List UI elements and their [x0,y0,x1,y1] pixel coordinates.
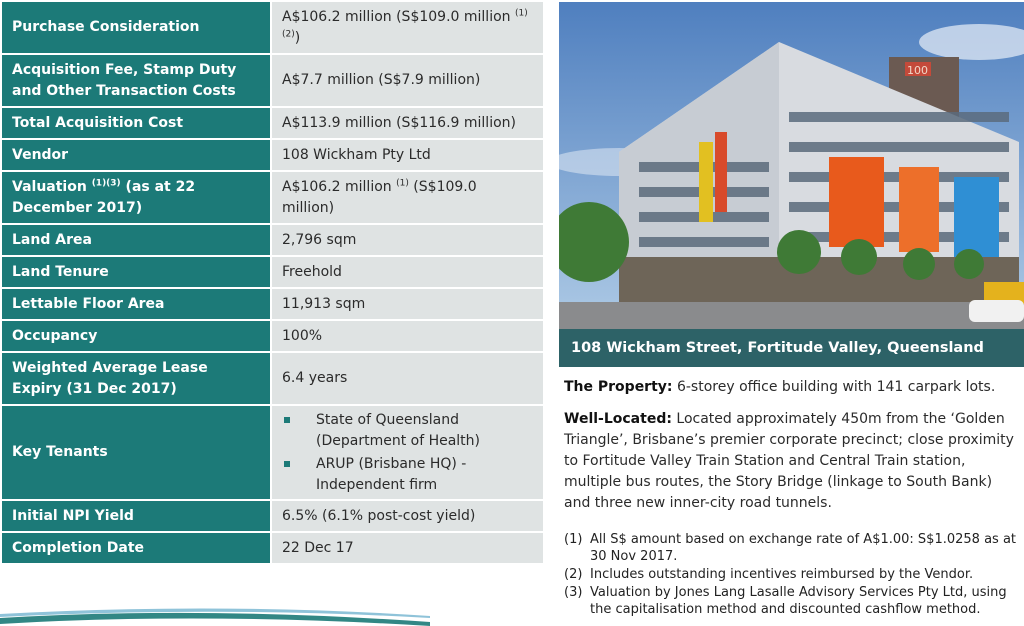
table-row [2,501,543,531]
row-label: Key Tenants [2,406,272,499]
row-value: A$113.9 million (S$116.9 million) [272,108,543,138]
row-value: 6.5% (6.1% post-cost yield) [272,501,543,531]
row-label: Valuation $^{(1)(3)}$ (as at 22 December 2017) [2,172,272,223]
key-tenants-list [282,410,533,496]
building-sign: 100 [907,64,928,77]
footnote: (1) All S$ amount based on exchange rate of A$1.00: S$1.0258 as at 30 Nov 2017. [564,532,1017,564]
row-label: Land Area [2,225,272,255]
list-item: ARUP (Brisbane HQ) - Independent firm [282,454,533,496]
row-value: 22 Dec 17 [272,533,543,563]
row-value: A$106.2 million $^{(1)}$ (S$109.0 million) [272,172,543,223]
acquisition-details-table [2,0,543,565]
table-row [2,533,543,563]
row-label: Occupancy [2,321,272,351]
row-label: Initial NPI Yield [2,501,272,531]
table-row [2,257,543,287]
footnotes [564,531,1024,619]
row-value: Freehold [272,257,543,287]
row-value: A$7.7 million (S$7.9 million) [272,55,543,106]
row-value: 11,913 sqm [272,289,543,319]
row-label: Total Acquisition Cost [2,108,272,138]
row-value [272,406,543,499]
photo-caption: 108 Wickham Street, Fortitude Valley, Queensland [559,329,1024,367]
property-text: 6-storey office building with 141 carpark lots. [672,379,996,395]
row-label: Lettable Floor Area [2,289,272,319]
property-label: The Property: [564,379,673,395]
location-label: Well-Located: [564,411,672,427]
table-row [2,140,543,170]
row-label: Land Tenure [2,257,272,287]
table-row [2,225,543,255]
row-value: 100% [272,321,543,351]
table-row [2,289,543,319]
property-description [564,377,1019,398]
footnote: (3) Valuation by Jones Lang Lasalle Advisory Services Pty Ltd, using the capitalisation method and discounted cashflow method. [564,585,1007,617]
row-value: A$106.2 million (S$109.0 million $^{(1)(2)}$) [272,2,543,53]
square-bullet-icon [284,417,290,423]
decorative-swoosh [0,604,430,626]
row-label: Vendor [2,140,272,170]
table-row [2,321,543,351]
table-row [2,55,543,106]
table-row [2,353,543,404]
location-text: Located approximately 450m from the ‘Golden Triangle’, Brisbane’s premier corporate precinct; close proximity to Fortitude Valley Train Station and Central Train station, multiple bus routes, the Story Bridge (linkage to South Bank) and three new inner-city road tunnels. [564,411,1014,511]
row-value: 108 Wickham Pty Ltd [272,140,543,170]
building-photo [559,2,1024,367]
square-bullet-icon [284,461,290,467]
list-item: State of Queensland (Department of Health) [282,410,533,452]
row-value: 6.4 years [272,353,543,404]
table-row [2,172,543,223]
location-description [564,409,1019,514]
building-illustration [559,2,1024,367]
table-row [2,108,543,138]
row-label: Purchase Consideration [2,2,272,53]
row-label: Weighted Average Lease Expiry (31 Dec 2017) [2,353,272,404]
table-row [2,2,543,53]
table-row [2,406,543,499]
row-label: Completion Date [2,533,272,563]
row-value: 2,796 sqm [272,225,543,255]
row-label: Acquisition Fee, Stamp Duty and Other Transaction Costs [2,55,272,106]
footnote: (2) Includes outstanding incentives reimbursed by the Vendor. [564,567,974,582]
